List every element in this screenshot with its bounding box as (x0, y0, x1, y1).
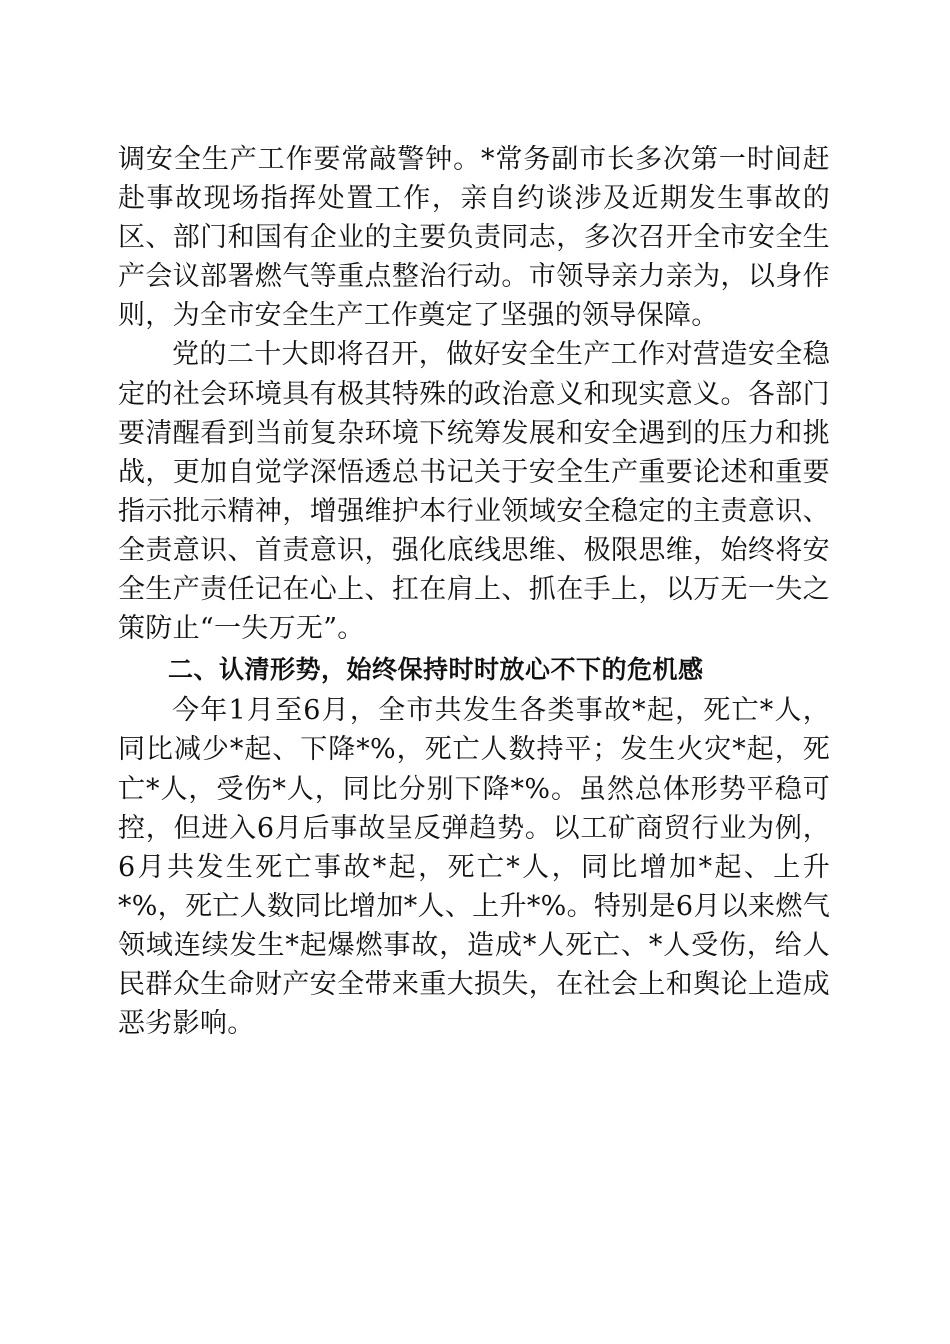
document-body (118, 140, 830, 1043)
paragraph-party-congress: 党的二十大即将召开，做好安全生产工作对营造安全稳定的社会环境具有极其特殊的政治意义和现实意义。各部门要清醒看到当前复杂环境下统筹发展和安全遇到的压力和挑战，更加自觉学深悟透总书记关于安全生产重要论述和重要指示批示精神，增强维护本行业领域安全稳定的主责意识、全责意识、首责意识，强化底线思维、极限思维，始终将安全生产责任记在心上、扛在肩上、抓在手上，以万无一失之策防止“一失万无”。 (118, 339, 830, 645)
paragraph-accident-statistics: 今年1月至6月，全市共发生各类事故*起，死亡*人，同比减少*起、下降*%，死亡人数持平；发生火灾*起，死亡*人，受伤*人，同比分别下降*%。虽然总体形势平稳可控，但进入6月后事故呈反弹趋势。以工矿商贸行业为例，6月共发生死亡事故*起，死亡*人，同比增加*起、上升*%，死亡人数同比增加*人、上升*%。特别是6月以来燃气领域连续发生*起爆燃事故，造成*人死亡、*人受伤，给人民群众生命财产安全带来重大损失，在社会上和舆论上造成恶劣影响。 (118, 695, 830, 1040)
paragraph-continuation: 调安全生产工作要常敲警钟。*常务副市长多次第一时间赶赴事故现场指挥处置工作，亲自约谈涉及近期发生事故的区、部门和国有企业的主要负责同志，多次召开全市安全生产会议部署燃气等重点整治行动。市领导亲力亲为，以身作则，为全市安全生产工作奠定了坚强的领导保障。 (118, 144, 830, 332)
section-heading: 二、认清形势，始终保持时时放心不下的危机感 (168, 655, 704, 685)
